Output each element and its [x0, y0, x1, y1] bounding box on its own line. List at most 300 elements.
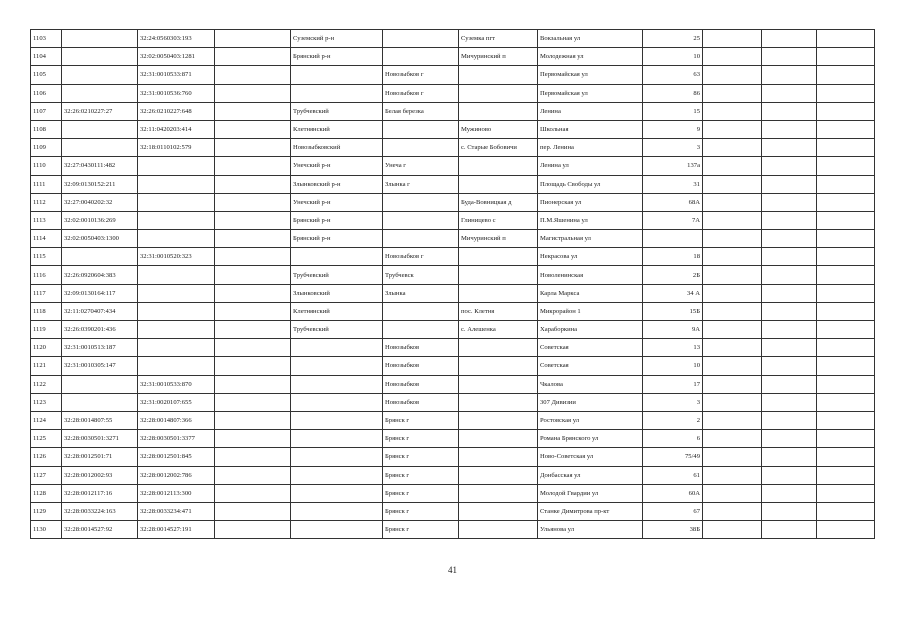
- cell-street: Школьная: [538, 120, 643, 138]
- cell-empty-col-3: [817, 502, 875, 520]
- cell-city: Новозыбков: [383, 357, 459, 375]
- cell-empty-col-3: [817, 211, 875, 229]
- cell-settlement: [459, 411, 538, 429]
- cell-empty-col-1: [703, 502, 762, 520]
- cell-street: Новоленинская: [538, 266, 643, 284]
- cell-empty-col-3: [817, 248, 875, 266]
- cell-settlement: [459, 102, 538, 120]
- cell-empty-col-1: [703, 430, 762, 448]
- cell-city: [383, 48, 459, 66]
- cell-empty-col-3: [817, 375, 875, 393]
- cell-empty-col-2: [762, 193, 817, 211]
- cell-row-number: 1120: [31, 339, 62, 357]
- cell-district: [291, 66, 383, 84]
- cell-street: Пионерская ул: [538, 193, 643, 211]
- cell-row-number: 1121: [31, 357, 62, 375]
- cell-cadastral-number-building: 32:28:0014527:191: [138, 521, 215, 539]
- cell-empty-col-2: [762, 139, 817, 157]
- cell-street: Романа Брянского ул: [538, 430, 643, 448]
- cell-street: 307 Дивизии: [538, 393, 643, 411]
- cell-row-number: 1125: [31, 430, 62, 448]
- table-row: [31, 466, 875, 484]
- cell-empty-col-3: [817, 48, 875, 66]
- cell-city: Злынка: [383, 284, 459, 302]
- cell-empty-col-2: [762, 230, 817, 248]
- table-row: [31, 193, 875, 211]
- cell-cadastral-number-building: [138, 175, 215, 193]
- cell-row-number: 1123: [31, 393, 62, 411]
- cell-row-number: 1128: [31, 484, 62, 502]
- cell-city: [383, 193, 459, 211]
- cell-house-number: 34 А: [643, 284, 703, 302]
- cell-street: Молодой Гвардии ул: [538, 484, 643, 502]
- cell-cadastral-number-building: [138, 157, 215, 175]
- cell-street: Станке Димитрова пр-кт: [538, 502, 643, 520]
- cell-extra-field: [215, 302, 291, 320]
- cell-row-number: 1129: [31, 502, 62, 520]
- cell-empty-col-3: [817, 284, 875, 302]
- cell-cadastral-number-building: 32:31:0010536:760: [138, 84, 215, 102]
- cell-city: [383, 211, 459, 229]
- cell-cadastral-number-land: 32:28:0033224:163: [62, 502, 138, 520]
- cell-empty-col-3: [817, 466, 875, 484]
- cell-empty-col-2: [762, 248, 817, 266]
- cell-house-number: 38Б: [643, 521, 703, 539]
- cell-house-number: 18: [643, 248, 703, 266]
- cell-street: Магистральная ул: [538, 230, 643, 248]
- cell-empty-col-3: [817, 484, 875, 502]
- cell-row-number: 1106: [31, 84, 62, 102]
- cell-cadastral-number-building: [138, 211, 215, 229]
- cell-city: [383, 139, 459, 157]
- cell-empty-col-2: [762, 175, 817, 193]
- cell-empty-col-2: [762, 48, 817, 66]
- cell-empty-col-1: [703, 375, 762, 393]
- cell-extra-field: [215, 321, 291, 339]
- cell-empty-col-2: [762, 502, 817, 520]
- cell-empty-col-1: [703, 175, 762, 193]
- cell-cadastral-number-land: [62, 66, 138, 84]
- cell-extra-field: [215, 375, 291, 393]
- cell-street: Карла Маркса: [538, 284, 643, 302]
- cell-empty-col-1: [703, 339, 762, 357]
- cell-empty-col-2: [762, 211, 817, 229]
- cell-district: Клетнянский: [291, 120, 383, 138]
- table-row: [31, 375, 875, 393]
- cell-settlement: [459, 393, 538, 411]
- cell-empty-col-2: [762, 120, 817, 138]
- table-body: [31, 30, 875, 539]
- cell-house-number: 7А: [643, 211, 703, 229]
- cell-settlement: Глиницево с: [459, 211, 538, 229]
- cell-district: Унечский р-н: [291, 193, 383, 211]
- cell-settlement: [459, 175, 538, 193]
- cell-district: Новозыбковский: [291, 139, 383, 157]
- cell-city: Новозыбков г: [383, 248, 459, 266]
- cell-cadastral-number-land: 32:11:0270407:434: [62, 302, 138, 320]
- cell-empty-col-3: [817, 175, 875, 193]
- registry-table: [30, 29, 875, 539]
- cell-empty-col-1: [703, 66, 762, 84]
- cell-empty-col-3: [817, 139, 875, 157]
- cell-cadastral-number-land: 32:28:0012117:16: [62, 484, 138, 502]
- cell-cadastral-number-building: 32:28:0012002:786: [138, 466, 215, 484]
- cell-extra-field: [215, 102, 291, 120]
- cell-cadastral-number-land: 32:02:0010136:269: [62, 211, 138, 229]
- table-row: [31, 484, 875, 502]
- cell-house-number: 3: [643, 393, 703, 411]
- cell-house-number: 86: [643, 84, 703, 102]
- cell-empty-col-3: [817, 521, 875, 539]
- cell-house-number: 68А: [643, 193, 703, 211]
- cell-district: [291, 375, 383, 393]
- cell-cadastral-number-land: 32:28:0014807:55: [62, 411, 138, 429]
- table-row: [31, 393, 875, 411]
- cell-house-number: 137а: [643, 157, 703, 175]
- cell-extra-field: [215, 502, 291, 520]
- page-number: 41: [448, 565, 457, 575]
- cell-cadastral-number-land: 32:26:0210227:27: [62, 102, 138, 120]
- cell-row-number: 1105: [31, 66, 62, 84]
- cell-street: пер. Ленина: [538, 139, 643, 157]
- cell-cadastral-number-building: 32:28:0033234:471: [138, 502, 215, 520]
- cell-street: Ульянова ул: [538, 521, 643, 539]
- cell-row-number: 1104: [31, 48, 62, 66]
- cell-street: Хараборкина: [538, 321, 643, 339]
- cell-settlement: [459, 157, 538, 175]
- cell-extra-field: [215, 339, 291, 357]
- table-row: [31, 120, 875, 138]
- table-row: [31, 284, 875, 302]
- cell-empty-col-2: [762, 339, 817, 357]
- table-row: [31, 266, 875, 284]
- cell-settlement: [459, 521, 538, 539]
- cell-empty-col-3: [817, 357, 875, 375]
- cell-empty-col-3: [817, 120, 875, 138]
- cell-row-number: 1119: [31, 321, 62, 339]
- cell-extra-field: [215, 393, 291, 411]
- cell-empty-col-1: [703, 466, 762, 484]
- cell-extra-field: [215, 521, 291, 539]
- cell-extra-field: [215, 30, 291, 48]
- cell-cadastral-number-land: 32:28:0030501:3271: [62, 430, 138, 448]
- cell-cadastral-number-building: 32:02:0050403:1281: [138, 48, 215, 66]
- cell-cadastral-number-building: 32:24:0560303:193: [138, 30, 215, 48]
- cell-district: [291, 393, 383, 411]
- cell-row-number: 1111: [31, 175, 62, 193]
- cell-settlement: Мичуринский п: [459, 230, 538, 248]
- cell-row-number: 1122: [31, 375, 62, 393]
- cell-extra-field: [215, 175, 291, 193]
- table-row: [31, 302, 875, 320]
- cell-house-number: 31: [643, 175, 703, 193]
- table-row: [31, 30, 875, 48]
- cell-empty-col-2: [762, 30, 817, 48]
- cell-city: Брянск г: [383, 484, 459, 502]
- cell-empty-col-2: [762, 66, 817, 84]
- cell-row-number: 1118: [31, 302, 62, 320]
- cell-empty-col-1: [703, 411, 762, 429]
- cell-extra-field: [215, 284, 291, 302]
- cell-cadastral-number-land: 32:28:0014527:92: [62, 521, 138, 539]
- cell-district: Злынковский: [291, 284, 383, 302]
- cell-row-number: 1113: [31, 211, 62, 229]
- cell-district: Унечский р-н: [291, 157, 383, 175]
- cell-house-number: 9А: [643, 321, 703, 339]
- cell-street: Некрасова ул: [538, 248, 643, 266]
- cell-settlement: [459, 284, 538, 302]
- cell-house-number: 75/49: [643, 448, 703, 466]
- cell-district: Брянский р-н: [291, 211, 383, 229]
- cell-street: Ленина: [538, 102, 643, 120]
- cell-house-number: 61: [643, 466, 703, 484]
- cell-cadastral-number-building: 32:11:0420203:414: [138, 120, 215, 138]
- cell-street: Советская: [538, 339, 643, 357]
- table-row: [31, 211, 875, 229]
- cell-extra-field: [215, 211, 291, 229]
- cell-cadastral-number-land: [62, 84, 138, 102]
- cell-street: Ростовская ул: [538, 411, 643, 429]
- cell-empty-col-1: [703, 302, 762, 320]
- cell-empty-col-2: [762, 521, 817, 539]
- cell-empty-col-1: [703, 193, 762, 211]
- cell-cadastral-number-building: 32:31:0010533:871: [138, 66, 215, 84]
- cell-empty-col-3: [817, 30, 875, 48]
- cell-settlement: [459, 484, 538, 502]
- cell-empty-col-1: [703, 321, 762, 339]
- cell-empty-col-1: [703, 448, 762, 466]
- cell-house-number: 6: [643, 430, 703, 448]
- cell-empty-col-1: [703, 157, 762, 175]
- cell-extra-field: [215, 120, 291, 138]
- cell-street: Микрорайон 1: [538, 302, 643, 320]
- table-row: [31, 102, 875, 120]
- cell-house-number: 2: [643, 411, 703, 429]
- cell-district: Брянский р-н: [291, 48, 383, 66]
- cell-empty-col-2: [762, 321, 817, 339]
- cell-empty-col-3: [817, 193, 875, 211]
- cell-empty-col-2: [762, 266, 817, 284]
- cell-district: Суземский р-н: [291, 30, 383, 48]
- table-row: [31, 339, 875, 357]
- cell-settlement: Буда-Вовницкая д: [459, 193, 538, 211]
- cell-empty-col-2: [762, 357, 817, 375]
- cell-empty-col-1: [703, 357, 762, 375]
- cell-street: Донбасская ул: [538, 466, 643, 484]
- cell-empty-col-3: [817, 102, 875, 120]
- cell-settlement: [459, 502, 538, 520]
- cell-empty-col-2: [762, 448, 817, 466]
- table-row: [31, 411, 875, 429]
- cell-empty-col-2: [762, 484, 817, 502]
- cell-cadastral-number-land: [62, 393, 138, 411]
- table-row: [31, 248, 875, 266]
- cell-district: Брянский р-н: [291, 230, 383, 248]
- cell-district: Трубчевский: [291, 102, 383, 120]
- table-row: [31, 321, 875, 339]
- cell-cadastral-number-building: [138, 230, 215, 248]
- cell-empty-col-1: [703, 393, 762, 411]
- cell-settlement: с. Старые Бобовичи: [459, 139, 538, 157]
- cell-cadastral-number-land: 32:26:0390201:436: [62, 321, 138, 339]
- cell-row-number: 1117: [31, 284, 62, 302]
- cell-district: [291, 430, 383, 448]
- cell-empty-col-1: [703, 484, 762, 502]
- cell-settlement: [459, 248, 538, 266]
- cell-empty-col-1: [703, 248, 762, 266]
- cell-city: Брянск г: [383, 502, 459, 520]
- cell-district: [291, 339, 383, 357]
- cell-cadastral-number-land: 32:02:0050403:1300: [62, 230, 138, 248]
- table-row: [31, 139, 875, 157]
- cell-city: Брянск г: [383, 448, 459, 466]
- cell-house-number: 60А: [643, 484, 703, 502]
- cell-district: [291, 248, 383, 266]
- cell-street: Ново-Советская ул: [538, 448, 643, 466]
- cell-district: Трубчевский: [291, 321, 383, 339]
- cell-cadastral-number-building: 32:31:0010520:323: [138, 248, 215, 266]
- cell-cadastral-number-land: 32:31:0010305:147: [62, 357, 138, 375]
- cell-district: Клетнянский: [291, 302, 383, 320]
- cell-row-number: 1110: [31, 157, 62, 175]
- cell-empty-col-1: [703, 84, 762, 102]
- cell-empty-col-3: [817, 157, 875, 175]
- cell-cadastral-number-building: [138, 339, 215, 357]
- table-row: [31, 448, 875, 466]
- cell-district: [291, 466, 383, 484]
- cell-extra-field: [215, 466, 291, 484]
- table-row: [31, 357, 875, 375]
- cell-empty-col-1: [703, 102, 762, 120]
- cell-row-number: 1126: [31, 448, 62, 466]
- cell-extra-field: [215, 430, 291, 448]
- cell-city: [383, 321, 459, 339]
- cell-extra-field: [215, 411, 291, 429]
- cell-settlement: [459, 466, 538, 484]
- cell-row-number: 1109: [31, 139, 62, 157]
- cell-district: [291, 484, 383, 502]
- cell-row-number: 1127: [31, 466, 62, 484]
- cell-city: Брянск г: [383, 521, 459, 539]
- cell-empty-col-3: [817, 339, 875, 357]
- cell-settlement: [459, 448, 538, 466]
- cell-extra-field: [215, 48, 291, 66]
- cell-cadastral-number-building: 32:28:0030501:3377: [138, 430, 215, 448]
- table-row: [31, 157, 875, 175]
- cell-empty-col-2: [762, 375, 817, 393]
- cell-cadastral-number-building: 32:28:0014807:366: [138, 411, 215, 429]
- cell-empty-col-3: [817, 430, 875, 448]
- cell-district: Трубчевский: [291, 266, 383, 284]
- cell-house-number: 3: [643, 139, 703, 157]
- cell-house-number: 25: [643, 30, 703, 48]
- cell-district: [291, 411, 383, 429]
- cell-empty-col-3: [817, 411, 875, 429]
- cell-house-number: 15Б: [643, 302, 703, 320]
- cell-city: Белая березка: [383, 102, 459, 120]
- cell-house-number: 10: [643, 357, 703, 375]
- cell-house-number: 63: [643, 66, 703, 84]
- cell-empty-col-1: [703, 521, 762, 539]
- cell-extra-field: [215, 84, 291, 102]
- cell-extra-field: [215, 157, 291, 175]
- table-row: [31, 66, 875, 84]
- cell-extra-field: [215, 66, 291, 84]
- cell-settlement: [459, 266, 538, 284]
- cell-extra-field: [215, 266, 291, 284]
- cell-cadastral-number-land: 32:27:0430111:482: [62, 157, 138, 175]
- cell-cadastral-number-land: 32:09:0130152:211: [62, 175, 138, 193]
- cell-empty-col-1: [703, 211, 762, 229]
- cell-settlement: [459, 84, 538, 102]
- cell-empty-col-2: [762, 466, 817, 484]
- cell-empty-col-2: [762, 393, 817, 411]
- cell-cadastral-number-land: [62, 120, 138, 138]
- cell-street: Первомайская ул: [538, 66, 643, 84]
- cell-empty-col-1: [703, 266, 762, 284]
- cell-street: Советская: [538, 357, 643, 375]
- cell-settlement: [459, 66, 538, 84]
- cell-row-number: 1114: [31, 230, 62, 248]
- cell-cadastral-number-land: [62, 48, 138, 66]
- cell-extra-field: [215, 193, 291, 211]
- cell-cadastral-number-building: [138, 284, 215, 302]
- cell-empty-col-1: [703, 139, 762, 157]
- cell-city: [383, 230, 459, 248]
- cell-house-number: 17: [643, 375, 703, 393]
- cell-city: Новозыбков: [383, 375, 459, 393]
- cell-cadastral-number-building: [138, 357, 215, 375]
- cell-empty-col-1: [703, 230, 762, 248]
- cell-empty-col-3: [817, 84, 875, 102]
- cell-house-number: [643, 230, 703, 248]
- cell-settlement: пос. Клетня: [459, 302, 538, 320]
- cell-district: [291, 357, 383, 375]
- cell-settlement: [459, 339, 538, 357]
- cell-empty-col-2: [762, 411, 817, 429]
- cell-empty-col-3: [817, 230, 875, 248]
- cell-district: [291, 521, 383, 539]
- cell-house-number: 10: [643, 48, 703, 66]
- cell-row-number: 1124: [31, 411, 62, 429]
- cell-cadastral-number-building: 32:28:0012113:300: [138, 484, 215, 502]
- cell-street: Ленина ул: [538, 157, 643, 175]
- cell-empty-col-3: [817, 393, 875, 411]
- cell-empty-col-2: [762, 284, 817, 302]
- cell-cadastral-number-building: 32:31:0020107:655: [138, 393, 215, 411]
- cell-city: [383, 302, 459, 320]
- cell-cadastral-number-building: 32:28:0012501:845: [138, 448, 215, 466]
- cell-empty-col-2: [762, 84, 817, 102]
- cell-house-number: 13: [643, 339, 703, 357]
- table-row: [31, 230, 875, 248]
- cell-street: П.М.Яшенина ул: [538, 211, 643, 229]
- cell-cadastral-number-land: 32:28:0012002:93: [62, 466, 138, 484]
- cell-extra-field: [215, 484, 291, 502]
- cell-street: Молодежная ул: [538, 48, 643, 66]
- cell-cadastral-number-land: [62, 248, 138, 266]
- cell-empty-col-3: [817, 66, 875, 84]
- cell-row-number: 1130: [31, 521, 62, 539]
- cell-cadastral-number-land: 32:09:0130164:117: [62, 284, 138, 302]
- cell-empty-col-3: [817, 321, 875, 339]
- cell-district: [291, 84, 383, 102]
- cell-street: Вокзальная ул: [538, 30, 643, 48]
- cell-house-number: 9: [643, 120, 703, 138]
- cell-cadastral-number-land: 32:31:0010513:187: [62, 339, 138, 357]
- cell-empty-col-2: [762, 157, 817, 175]
- cell-cadastral-number-building: [138, 266, 215, 284]
